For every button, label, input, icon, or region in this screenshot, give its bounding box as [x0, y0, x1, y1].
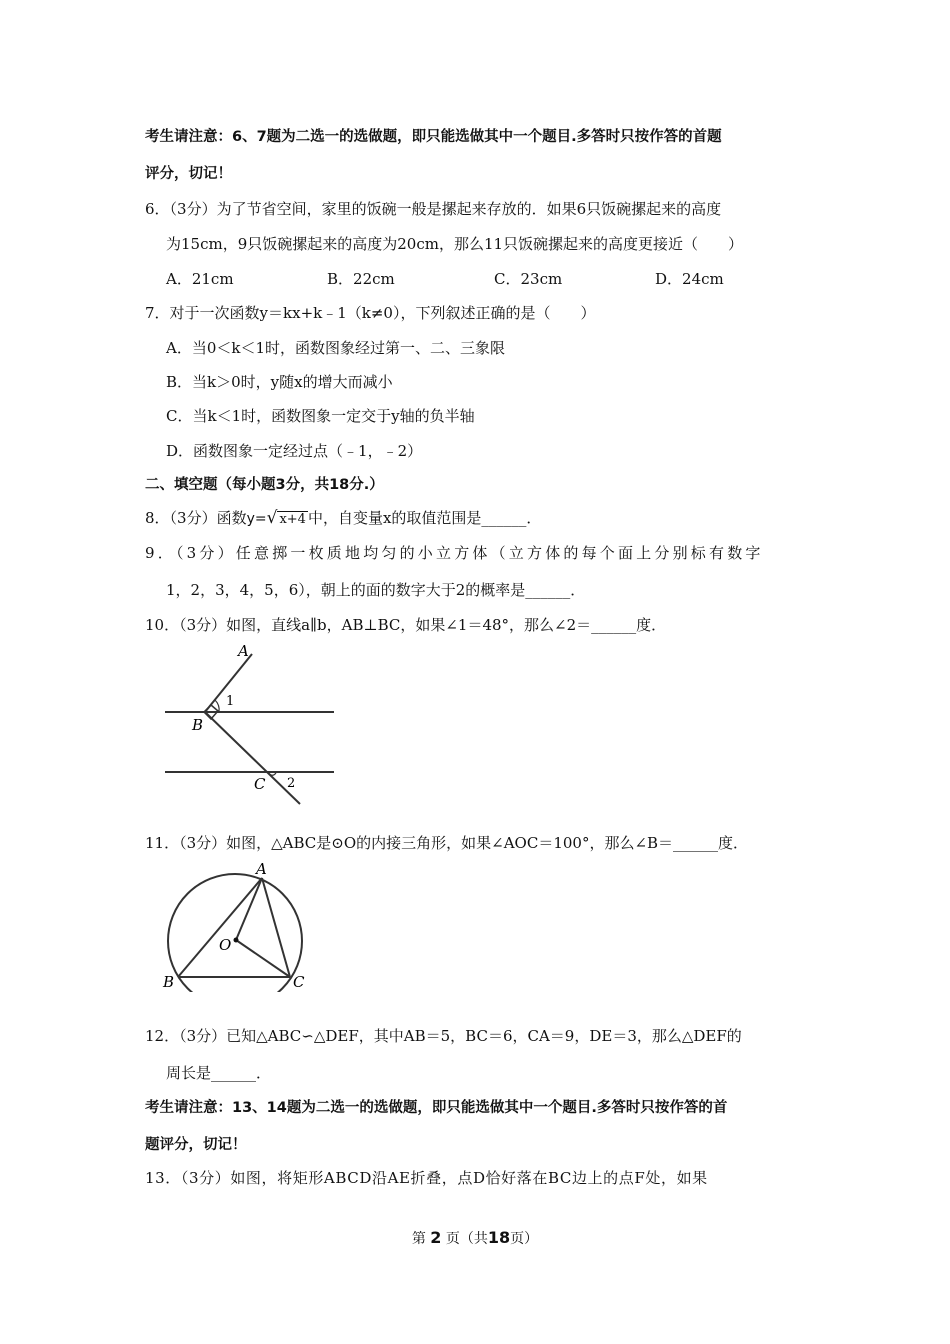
transversal-bc	[205, 712, 300, 804]
q6-option-a: A．21cm	[166, 270, 234, 288]
label-a: A	[238, 642, 249, 660]
radius-oa	[236, 878, 262, 940]
label-angle-2: 2	[287, 776, 296, 791]
q6-stem-line-2: 为15cm，9只饭碗摞起来的高度为20cm，那么11只饭碗摞起来的高度更接近（ ）	[166, 235, 744, 253]
q7-stem: 7．对于一次函数y＝kx+k﹣1（k≠0），下列叙述正确的是（ ）	[145, 304, 596, 322]
q8-func: y=	[246, 511, 267, 527]
q7-option-c: C．当k＜1时，函数图象一定交于y轴的负半轴	[166, 407, 475, 425]
q13-stem-line-1: 13．（3分）如图，将矩形ABCD沿AE折叠，点D恰好落在BC边上的点F处，如果	[145, 1169, 708, 1187]
notice-1-line-1: 考生请注意：6、7题为二选一的选做题，即只能选做其中一个题目.多答时只按作答的首题	[145, 129, 722, 145]
q12-stem-line-1: 12．（3分）已知△ABC∽△DEF，其中AB＝5，BC＝6，CA＝9，DE＝3，那么△DEF的	[145, 1027, 742, 1045]
section-2-heading: 二、填空题（每小题3分，共18分.）	[145, 477, 384, 493]
q6-stem-line-1: 6．（3分）为了节省空间，家里的饭碗一般是摞起来存放的．如果6只饭碗摞起来的高度	[145, 200, 722, 218]
label-o: O	[219, 936, 232, 954]
q9-stem-line-2: 1，2，3，4，5，6），朝上的面的数字大于2的概率是______．	[166, 581, 586, 599]
circle-o	[168, 874, 302, 992]
q8-after: 中，自变量x的取值范围是______．	[307, 509, 542, 527]
q6-option-c: C．23cm	[494, 270, 563, 288]
label-c: C	[254, 775, 266, 793]
footer-total-pages: 18	[487, 1228, 511, 1247]
side-ac	[262, 878, 290, 977]
sqrt-sign: √	[266, 508, 278, 528]
footer-page-number: 2	[430, 1228, 442, 1247]
q11-figure	[158, 860, 316, 992]
label-angle-1: 1	[226, 694, 235, 709]
label-c: C	[293, 973, 305, 991]
q8-stem	[145, 508, 541, 529]
q7-option-b: B．当k＞0时，y随x的增大而减小	[166, 373, 393, 391]
notice-1-line-2: 评分，切记！	[145, 166, 232, 182]
q8-before: 8．（3分）函数	[145, 509, 247, 527]
notice-2-line-2: 题评分，切记！	[145, 1137, 247, 1153]
q9-stem-line-1: 9．（3分）任意掷一枚质地均匀的小立方体（立方体的每个面上分别标有数字	[145, 544, 764, 562]
q6-option-d: D．24cm	[655, 270, 724, 288]
q10-figure	[160, 642, 340, 810]
footer-suffix: 页）	[510, 1231, 539, 1247]
notice-2-line-1: 考生请注意：13、14题为二选一的选做题，即只能选做其中一个题目.多答时只按作答的首	[145, 1100, 728, 1116]
footer-prefix: 第	[411, 1231, 426, 1247]
q10-stem: 10．（3分）如图，直线a∥b，AB⊥BC，如果∠1＝48°，那么∠2＝______度．	[145, 616, 667, 634]
side-ab	[178, 878, 262, 977]
label-b: B	[192, 716, 204, 734]
q7-option-a: A．当0＜k＜1时，函数图象经过第一、二、三象限	[166, 339, 506, 357]
center-dot	[234, 938, 239, 943]
q8-radicand: x+4	[279, 512, 306, 527]
footer-mid: 页（共	[445, 1231, 488, 1247]
label-b: B	[163, 973, 175, 991]
q6-option-b: B．22cm	[327, 270, 395, 288]
page-footer	[0, 1228, 950, 1248]
q11-stem: 11．（3分）如图，△ABC是⊙O的内接三角形，如果∠AOC＝100°，那么∠B＝______度．	[145, 834, 749, 852]
q12-stem-line-2: 周长是______．	[166, 1064, 272, 1082]
label-a: A	[256, 860, 267, 878]
q7-option-d: D．函数图象一定经过点（﹣1，﹣2）	[166, 442, 423, 460]
